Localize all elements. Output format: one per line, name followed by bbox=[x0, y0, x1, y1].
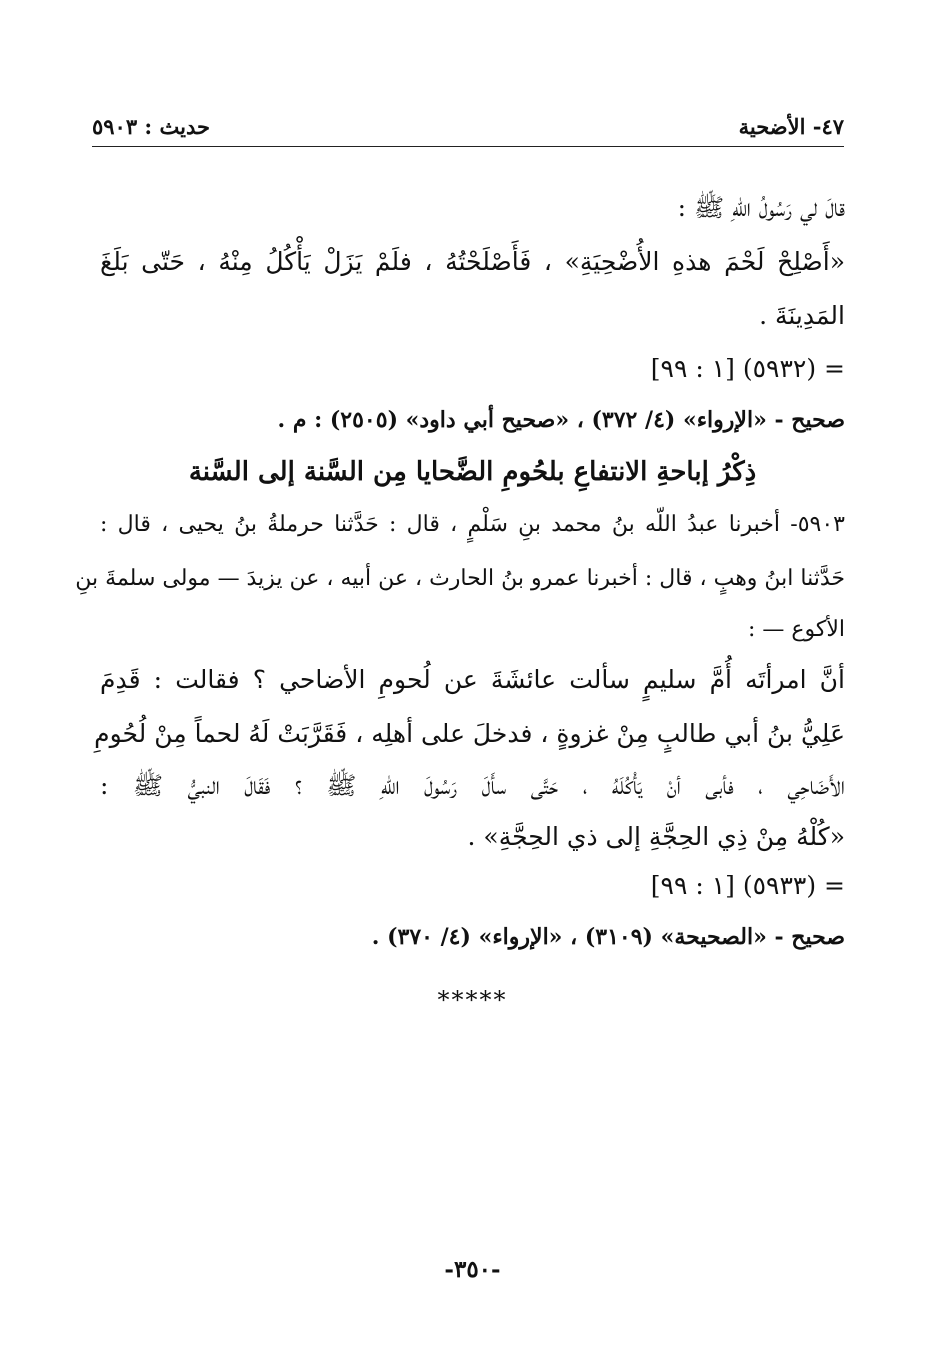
section-heading: ذِكْرُ إباحةِ الانتفاعِ بلحُومِ الضَّحايا مِن السَّنة إلى السَّنة bbox=[188, 457, 757, 487]
isnad-line-3: الأكوع — : bbox=[747, 617, 845, 642]
text-line-2: «أَصْلِحْ لَحْمَ هذهِ الأُضْحِيَةِ» ، فَأَصْلَحْتُهُ ، فلَمْ يَزَلْ يَأْكُلُ مِنْهُ ، حَتّى بَلَغَ bbox=[100, 247, 845, 276]
matn-line-3: الأَضَاحِي ، فأبى أنْ يَأْكُلَهُ ، حَتَّى سأَلَ رَسُولَ اللّهِ ﷺ ؟ فَقَالَ النبيُّ ﷺ : bbox=[100, 771, 845, 800]
matn-line-1: أنَّ امرأتَه أُمَّ سليمٍ سألت عائشَةَ عن لُحومِ الأضاحي ؟ فقالت : قَدِمَ bbox=[100, 665, 845, 694]
matn-line-2: عَلِيُّ بنُ أبي طالبٍ مِنْ غزوةٍ ، فدخلَ على أهلِه ، فَقَرَّبَتْ لَهُ لحماً مِنْ لُحُومِ bbox=[94, 719, 845, 748]
takhrij-line-1: = (٥٩٣٢) [١ : ٩٩] bbox=[650, 354, 845, 383]
text-line-1: قالَ لي رَسُولُ اللّهِ ﷺ : bbox=[677, 193, 845, 222]
hadith-reference: حديث : ٥٩٠٣ bbox=[92, 114, 210, 139]
isnad-line-2: حَدَّثنا ابنُ وهبٍ ، قال : أخبرنا عمرو بنُ الحارث ، عن أبيه ، عن يزيدَ — مولى سلمةَ بنِ bbox=[75, 566, 845, 591]
page-header bbox=[92, 110, 844, 147]
isnad-line-1: ٥٩٠٣- أخبرنا عبدُ اللّه بنُ محمد بنِ سَلْمٍ ، قال : حَدَّثنا حرملةُ بنُ يحيى ، قال : bbox=[100, 512, 845, 537]
grading-line-1: صحيح - «الإرواء» (٤/ ٣٧٢) ، «صحيح أبي داود» (٢٥٠٥) : م . bbox=[277, 407, 845, 433]
matn-line-4: «كُلْهُ مِنْ ذِي الحِجَّةِ إلى ذي الحِجَّةِ» . bbox=[467, 822, 845, 851]
takhrij-line-2: = (٥٩٣٣) [١ : ٩٩] bbox=[650, 871, 845, 900]
chapter-title: ٤٧- الأضحية bbox=[738, 114, 844, 139]
grading-line-2: صحيح - «الصحيحة» (٣١٠٩) ، «الإرواء» (٤/ ٣٧٠) . bbox=[371, 924, 845, 950]
text-line-3: المَدِينَةَ . bbox=[759, 301, 845, 330]
page-number: -٣٥٠- bbox=[444, 1256, 501, 1283]
section-divider-stars: ***** bbox=[437, 986, 508, 1014]
